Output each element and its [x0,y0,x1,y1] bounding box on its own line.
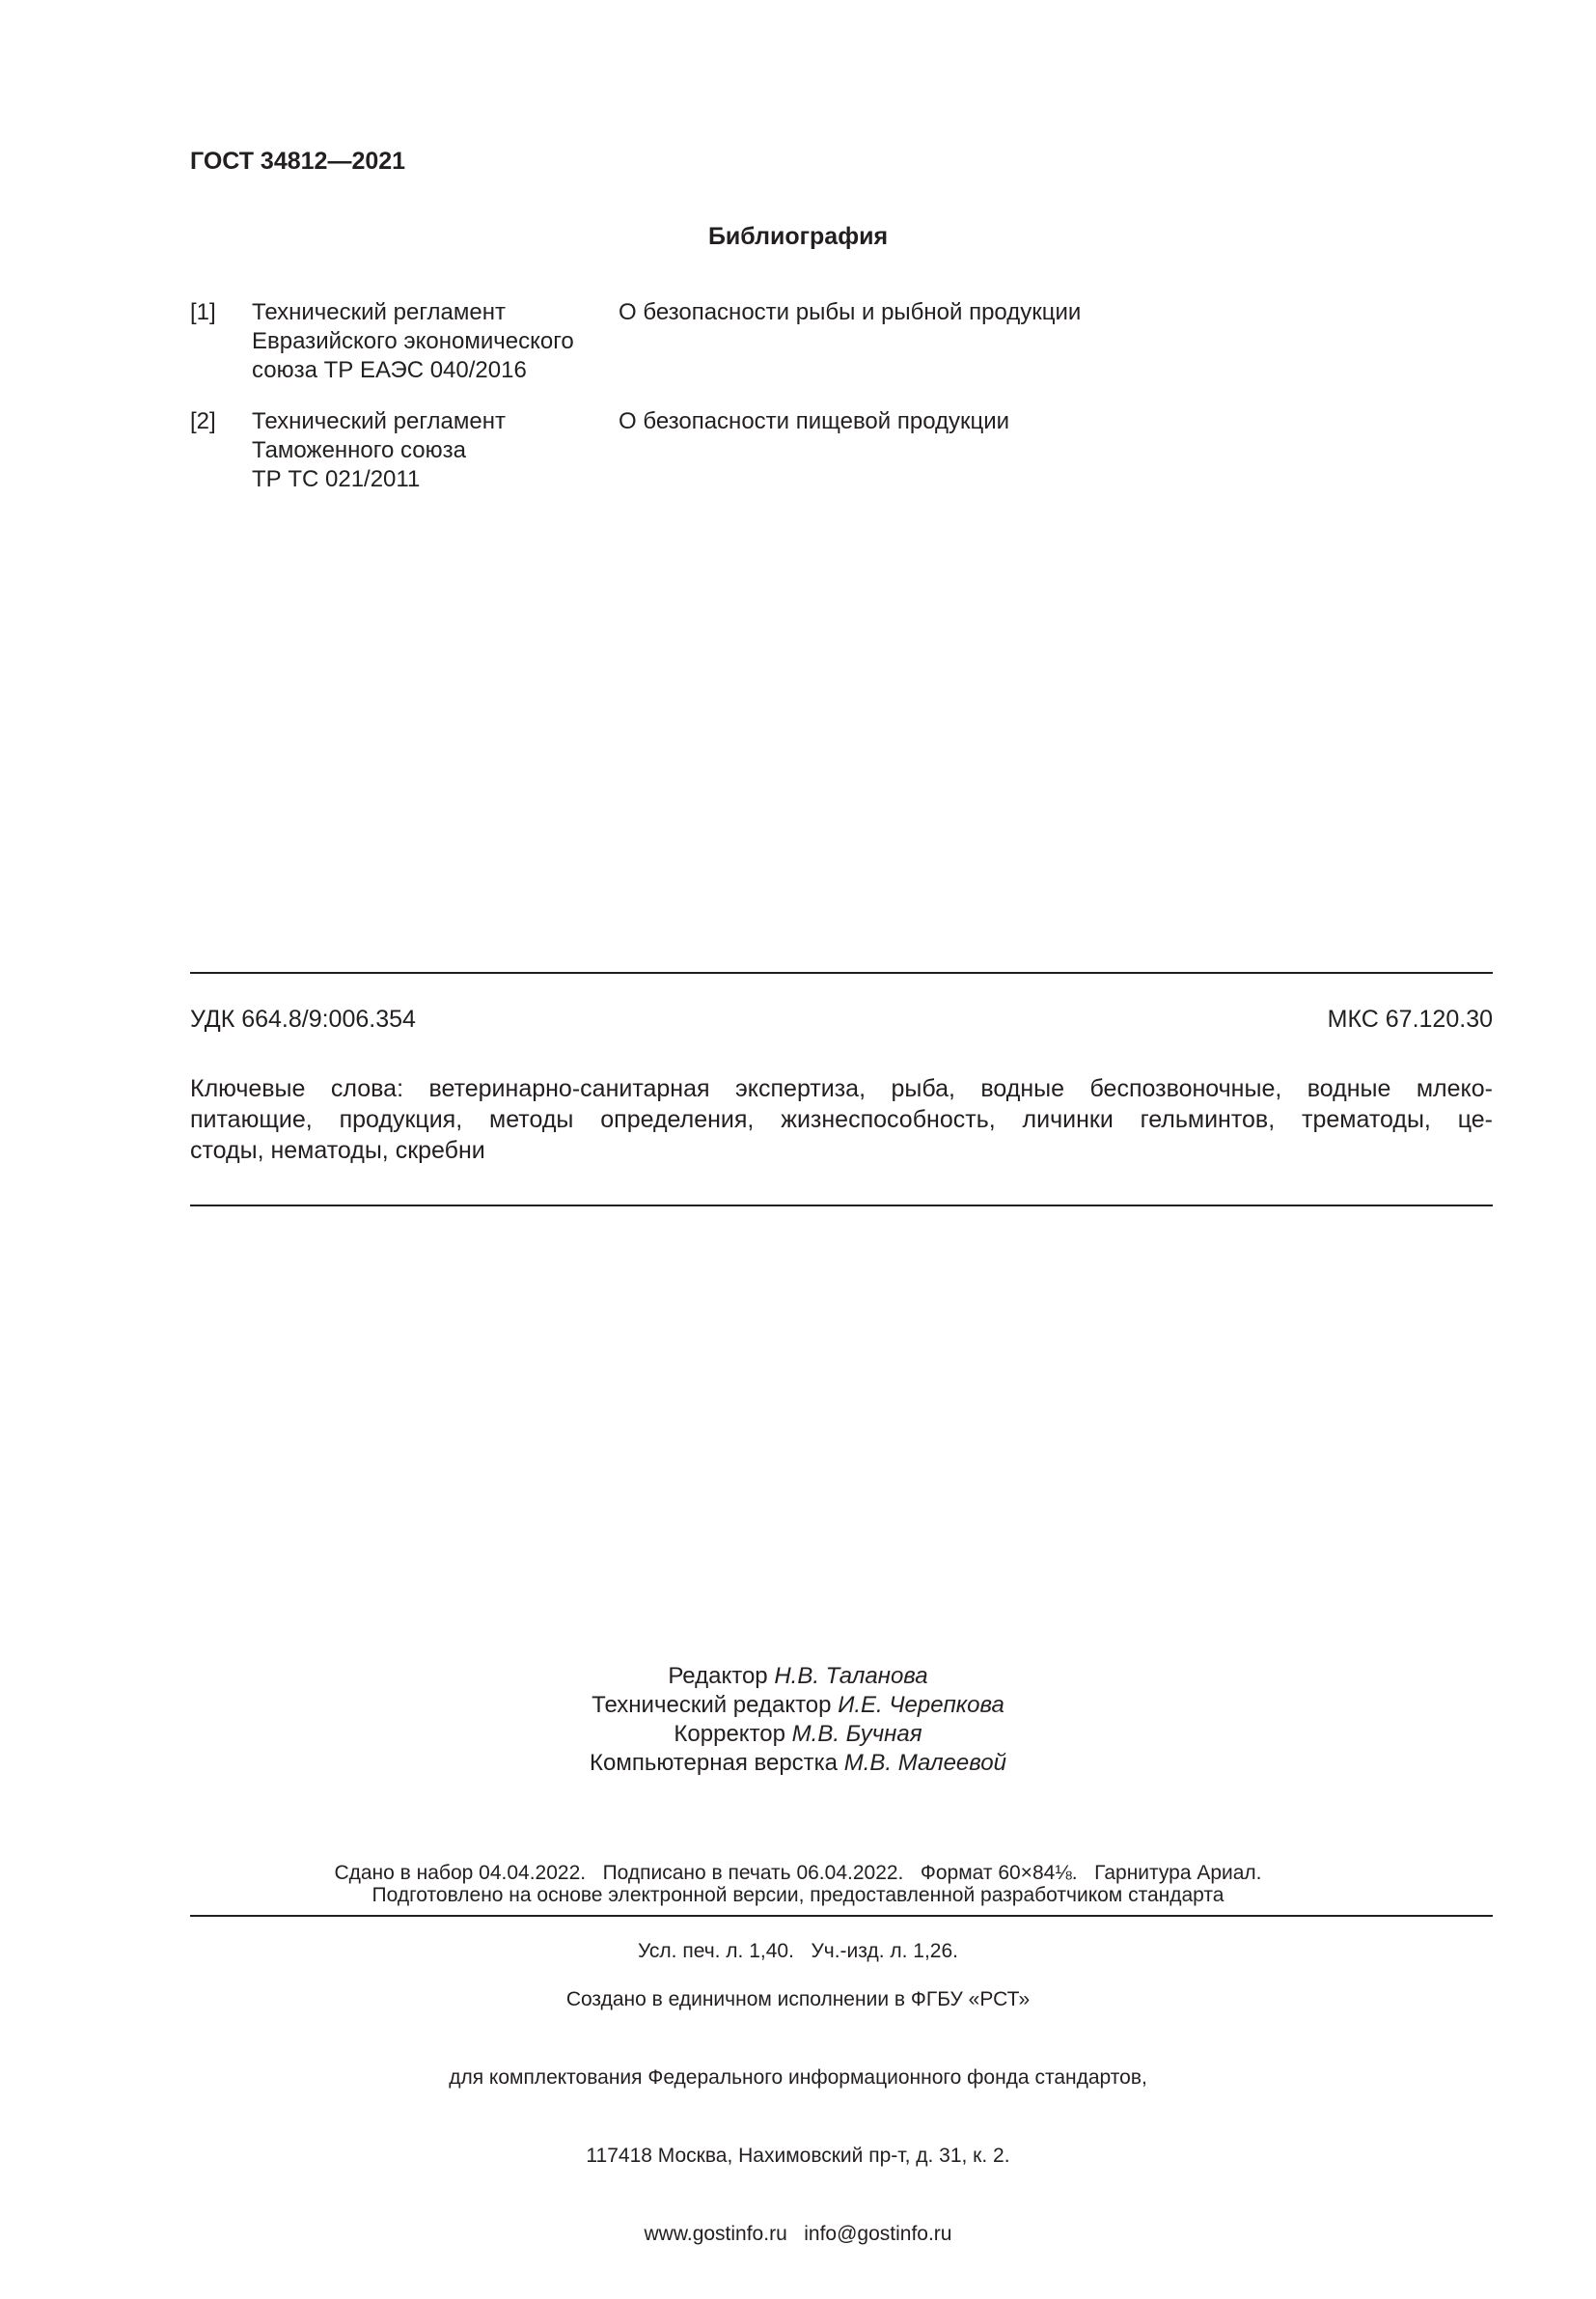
publisher-line: 117418 Москва, Нахимовский пр-т, д. 31, к. 2. [586,2145,1010,2167]
staff-line [0,1720,1596,1749]
standard-number: ГОСТ 34812—2021 [190,148,406,175]
divider-rule [190,972,1493,974]
staff-role: Редактор [668,1663,768,1689]
publisher-contacts: www.gostinfo.ru info@gostinfo.ru [644,2223,952,2245]
publication-line: Сдано в набор 04.04.2022. Подписано в печать 06.04.2022. Формат 60×84⅛. Гарнитура Ариал. [334,1862,1262,1884]
staff-name: М.В. Бучная [791,1721,922,1747]
entry-document-line: Евразийского экономического [252,328,574,354]
divider-rule [190,1205,1493,1206]
entry-number: [1] [190,299,216,325]
publisher-info [0,1934,1596,2299]
staff-credits [0,1662,1596,1778]
entry-document [252,298,609,385]
entry-document-line: ТР ТС 021/2011 [252,466,421,492]
entry-document-line: Технический регламент [252,299,506,325]
keywords-line: Ключевые слова: ветеринарно-санитарная экспертиза, рыба, водные беспозвоночные, водные млеко- [190,1075,1493,1102]
staff-line [0,1749,1596,1778]
staff-role: Технический редактор [592,1692,832,1718]
staff-line [0,1662,1596,1691]
entry-title: О безопасности рыбы и рыбной продукции [619,299,1082,325]
bibliography-entry [0,298,1596,390]
staff-line [0,1691,1596,1720]
staff-name: М.В. Малеевой [843,1750,1006,1776]
entry-document-line: союза ТР ЕАЭС 040/2016 [252,357,527,383]
entry-document-line: Технический регламент [252,408,506,434]
staff-role: Компьютерная верстка [590,1750,839,1776]
bibliography-entry [0,407,1596,499]
publisher-line: Создано в единичном исполнении в ФГБУ «РСТ» [565,1988,1031,2010]
mks-code: МКС 67.120.30 [1327,1006,1493,1033]
entry-document [252,407,609,494]
staff-name: И.Е. Черепкова [838,1692,1004,1718]
entry-title: О безопасности пищевой продукции [619,408,1010,434]
keywords-line: стоды, нематоды, скребни [190,1137,485,1164]
entry-number: [2] [190,408,216,434]
publication-line: Усл. печ. л. 1,40. Уч.-изд. л. 1,26. [637,1940,958,1962]
staff-role: Корректор [674,1721,785,1747]
bibliography-title: Библиография [707,223,889,250]
keywords-line: питающие, продукция, методы определения, жизнеспособность, личинки гельминтов, трематоды, це- [190,1106,1493,1133]
divider-rule [190,1915,1493,1917]
keywords-paragraph [190,1073,1493,1166]
entry-document-line: Таможенного союза [252,437,466,463]
prepared-note: Подготовлено на основе электронной версии, предоставленной разработчиком стандарта [371,1884,1225,1906]
udk-code: УДК 664.8/9:006.354 [190,1006,416,1033]
staff-name: Н.В. Таланова [774,1663,928,1689]
publisher-line: для комплектования Федерального информационного фонда стандартов, [449,2066,1147,2089]
